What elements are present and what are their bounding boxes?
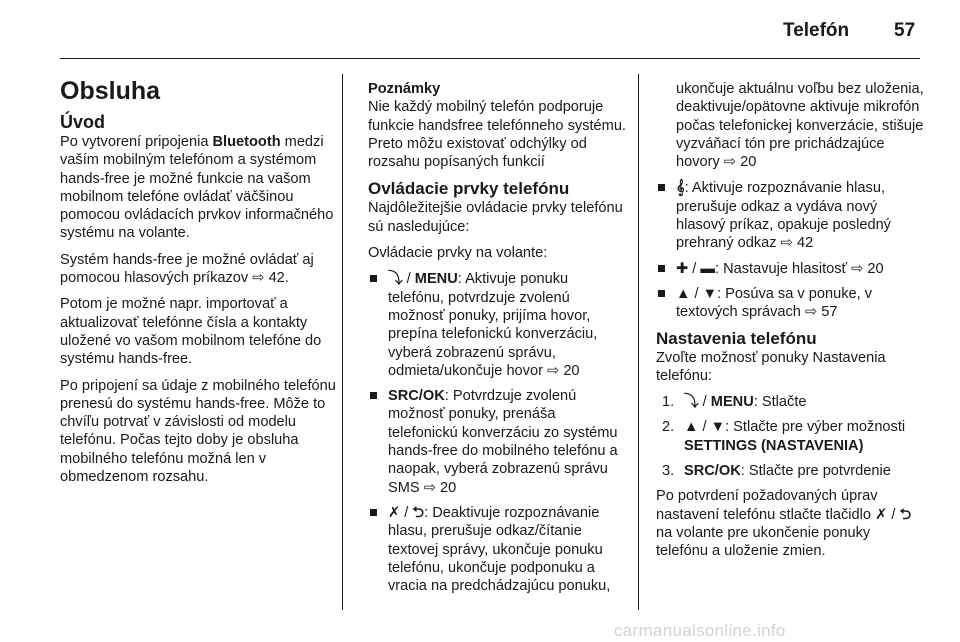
section-heading-obsluha: Obsluha — [60, 77, 161, 105]
note-block — [368, 80, 628, 171]
controls-list — [368, 270, 628, 595]
page-ref-arrow-icon: ⇨ — [252, 270, 265, 287]
page-ref-arrow-icon: ⇨ — [804, 304, 818, 321]
page-ref-link[interactable]: 20 — [867, 260, 884, 277]
voice-paragraph: Systém hands-free je možné ovládať aj pomocou hlasových príkazov ⇨ 42. — [60, 251, 314, 287]
back-arrow-icon: ⮌ — [412, 504, 425, 521]
column-1 — [60, 76, 340, 494]
down-arrow-icon: ▼ — [710, 419, 726, 436]
list-item: ▲ / ▼: Posúva sa v ponuke, v textových správach ⇨ 57 — [656, 285, 924, 322]
closing-paragraph: Po potvrdení požadovaných úprav nastavení telefónu stlačte tlačidlo ✗ / ⮌ na volante pre ukončenie ponuky telefónu a uloženie zmien. — [656, 488, 912, 560]
page-ref-link[interactable]: 57 — [821, 304, 838, 321]
voice-icon: 𝄞 — [676, 180, 685, 197]
settings-intro: Zvoľte možnosť ponuky Nastavenia telefónu: — [656, 349, 886, 384]
controls-intro: Najdôležitejšie ovládacie prvky telefónu sú nasledujúce: — [368, 200, 623, 235]
list-item: 1. ⤵ / MENU: Stlačte — [662, 394, 807, 411]
header-rule — [60, 58, 920, 59]
page-header — [0, 0, 960, 60]
column-divider-left — [342, 74, 343, 610]
list-item: 2. ▲ / ▼: Stlačte pre výber možnosti SETTINGS (NASTAVENIA) — [662, 419, 906, 454]
column-3 — [656, 80, 924, 569]
chapter-title: Telefón — [783, 20, 850, 41]
settings-steps — [656, 393, 924, 480]
section-heading-settings: Nastavenia telefónu — [656, 328, 817, 348]
mute-mic-icon: ✗ — [875, 506, 888, 523]
page-number: 57 — [894, 20, 916, 41]
plus-icon: ✚ — [676, 260, 689, 277]
page-ref-arrow-icon: ⇨ — [780, 235, 793, 252]
minus-icon: ▬ — [700, 260, 715, 277]
mute-mic-icon: ✗ — [388, 504, 401, 521]
list-item-continued: ukončuje aktuálnu voľbu bez uloženia, deaktivuje/opätovne aktivuje mikrofón počas telefonickej konverzácie, stišuje vyzváňací tón pre prichádzajúce hovory ⇨ 20 — [676, 81, 924, 171]
page-ref-arrow-icon: ⇨ — [851, 260, 864, 277]
page-ref-arrow-icon: ⇨ — [547, 362, 560, 379]
bluetooth-term: Bluetooth — [212, 134, 281, 150]
page-ref-arrow-icon: ⇨ — [423, 479, 436, 496]
transfer-paragraph: Po pripojení sa údaje z mobilného telefónu prenesú do systému hands-free. Môže to chvíľu potrvať v závislosti od modelu telefónu. Počas tejto doby je obsluha mobilného telefónu možná len v obmedzenom rozsahu. — [60, 377, 336, 486]
list-item: ✗ / ⮌: Deaktivuje rozpoznávanie hlasu, prerušuje odkaz/čítanie textovej správy, ukončuje ponuku telefónu, ukončuje podponuku a vracia na predchádzajúcu ponuku, — [368, 504, 628, 595]
subheading-uvod: Úvod — [60, 112, 105, 132]
controls-list-continued — [656, 179, 924, 321]
list-item: ✚ / ▬: Nastavuje hlasitosť ⇨ 20 — [656, 260, 924, 278]
page-ref-link[interactable]: 20 — [740, 154, 757, 171]
column-divider-right — [638, 74, 639, 610]
list-item: 3. SRC/OK: Stlačte pre potvrdenie — [662, 463, 891, 480]
down-arrow-icon: ▼ — [702, 285, 718, 302]
page-ref-link[interactable]: 42 — [796, 235, 814, 252]
import-paragraph: Potom je možné napr. importovať a aktualizovať telefónne čísla a kontakty uložené vo vašom mobilnom telefóne do systému hands-free. — [60, 296, 322, 368]
page-ref-link[interactable]: 42. — [268, 270, 289, 287]
wheel-controls-label: Ovládacie prvky na volante: — [368, 245, 548, 262]
list-item: 𝄞: Aktivuje rozpoznávanie hlasu, prerušuje odkaz a vydáva nový hlasový príkaz, opakuje posledný prehraný odkaz ⇨ 42 — [656, 179, 924, 252]
list-item: SRC/OK: Potvrdzuje zvolenú možnosť ponuky, prenáša telefonickú konverzáciu zo systému hands-free do mobilného telefónu a naopak, vyberá zobrazenú správu SMS ⇨ 20 — [368, 387, 628, 497]
note-text: Nie každý mobilný telefón podporuje funkcie handsfree telefónneho systému. Preto môžu existovať odchýlky od rozsahu popísaných funkcií — [368, 99, 626, 171]
page-ref-link[interactable]: 20 — [563, 362, 580, 379]
list-item: ⤵ / MENU: Aktivuje ponuku telefónu, potvrdzuje zvolenú možnosť ponuky, prijíma hovor, prepína telefonickú konverzáciu, vyberá zobrazenú správu, odmieta/ukončuje hovor ⇨ 20 — [368, 270, 628, 380]
page-ref-arrow-icon: ⇨ — [723, 154, 737, 171]
section-heading-controls: Ovládacie prvky telefónu — [368, 179, 570, 199]
phone-icon: ⤵ — [388, 271, 403, 288]
back-arrow-icon: ⮌ — [899, 506, 912, 523]
note-title: Poznámky — [368, 81, 441, 97]
up-arrow-icon: ▲ — [684, 419, 699, 436]
phone-icon: ⤵ — [684, 394, 699, 411]
intro-paragraph: Po vytvorení pripojenia Bluetooth medzi vaším mobilným telefónom a systémom hands-free je možné funkcie na vašom mobilnom telefóne ovládať väčšinou pomocou ovládacích prvkov informačného systému na volante. — [60, 134, 334, 242]
page-ref-link[interactable]: 20 — [439, 479, 457, 496]
column-2 — [368, 80, 628, 602]
watermark: carmanualsonline.info — [614, 621, 786, 640]
up-arrow-icon: ▲ — [676, 285, 691, 302]
